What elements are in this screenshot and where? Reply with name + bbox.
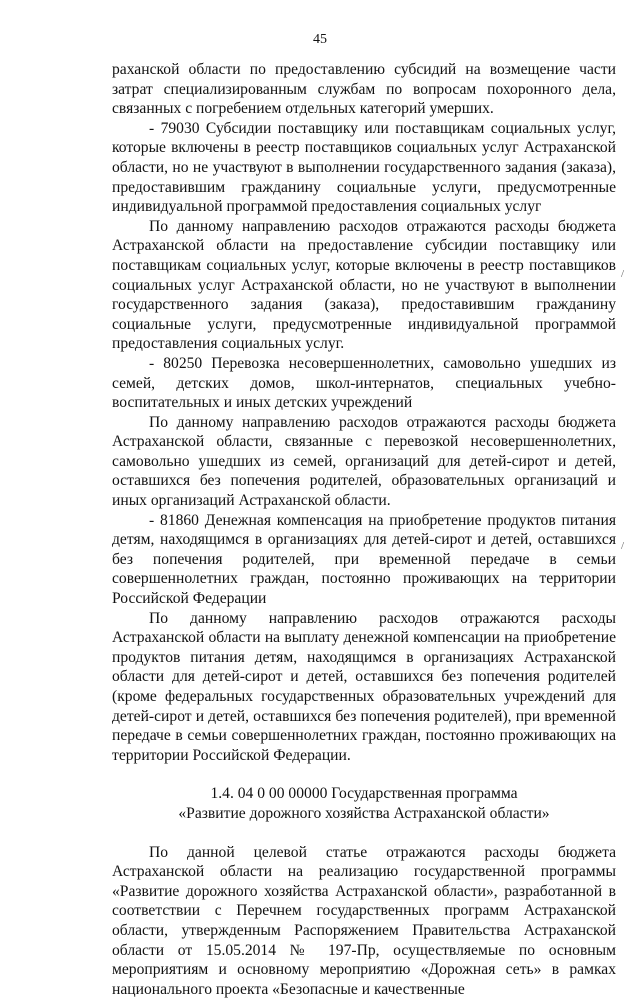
margin-mark: / [621,268,625,280]
page-number: 45 [313,32,327,47]
paragraph-81860-description: По данному направлению расходов отражаются расходы Астраханской области на выплату денежной компенсации на приобретение продуктов питания детям, находящимся в организациях Астраханской области для детей-сирот и детей, оставшихся без попечения родителей (кроме федеральных государственных образовательных учреждений для детей-сирот и детей, оставшихся без попечения родителей), при временной передаче в семьи совершеннолетних граждан, постоянно проживающих на территории Российской Федерации. [112,609,616,764]
paragraph-79030: - 79030 Субсидии поставщику или поставщикам социальных услуг, которые включены в реестр поставщиков социальных услуг Астраханской области, но не участвуют в выполнении государственного задания (заказа), предоставившим гражданину социальные услуги, предусмотренные индивидуальной программой предоставления социальных услуг [112,119,616,216]
section-heading-line-1: 1.4. 04 0 00 00000 Государственная программа [210,785,518,803]
paragraph-81860: - 81860 Денежная компенсация на приобретение продуктов питания детям, находящимся в организациях для детей-сирот и детей, оставшихся без попечения родителей, при временной передаче в семьи совершеннолетних граждан, постоянно проживающих на территории Российской Федерации [112,511,616,608]
section-heading-line-2: «Развитие дорожного хозяйства Астраханской области» [178,804,550,822]
document-body [112,60,616,999]
paragraph-79030-description: По данному направлению расходов отражаются расходы бюджета Астраханской области на предоставление субсидии поставщику или поставщикам социальных услуг, которые включены в реестр поставщиков социальных услуг Астраханской области, но не участвуют в выполнении государственного задания (заказа), предоставившим гражданину социальные услуги, предусмотренные индивидуальной программой предоставления социальных услуг. [112,217,616,353]
section-heading [112,784,616,823]
paragraph-program-description: По данной целевой статье отражаются расходы бюджета Астраханской области на реализацию государственной программы «Развитие дорожного хозяйства Астраханской области», разработанной в соответствии с Перечнем государственных программ Астраханской области, утвержденным Распоряжением Правительства Астраханской области от 15.05.2014 № 197-Пр, осуществляемые по основным мероприятиям и основному мероприятию «Дорожная сеть» в рамках национального проекта «Безопасные и качественные [112,843,616,998]
paragraph-80250-description: По данному направлению расходов отражаются расходы бюджета Астраханской области, связанные с перевозкой несовершеннолетних, самовольно ушедших из семей, организаций для детей-сирот и детей, оставшихся без попечения родителей, образовательных организаций и иных организаций Астраханской области. [112,413,616,510]
paragraph-continuation: раханской области по предоставлению субсидий на возмещение части затрат специализированным службам по вопросам похоронного дела, связанных с погребением отдельных категорий умерших. [112,61,616,118]
paragraph-80250: - 80250 Перевозка несовершеннолетних, самовольно ушедших из семей, детских домов, школ-интернатов, специальных учебно-воспитательных и иных детских учреждений [112,354,616,412]
margin-mark: / [621,540,625,552]
